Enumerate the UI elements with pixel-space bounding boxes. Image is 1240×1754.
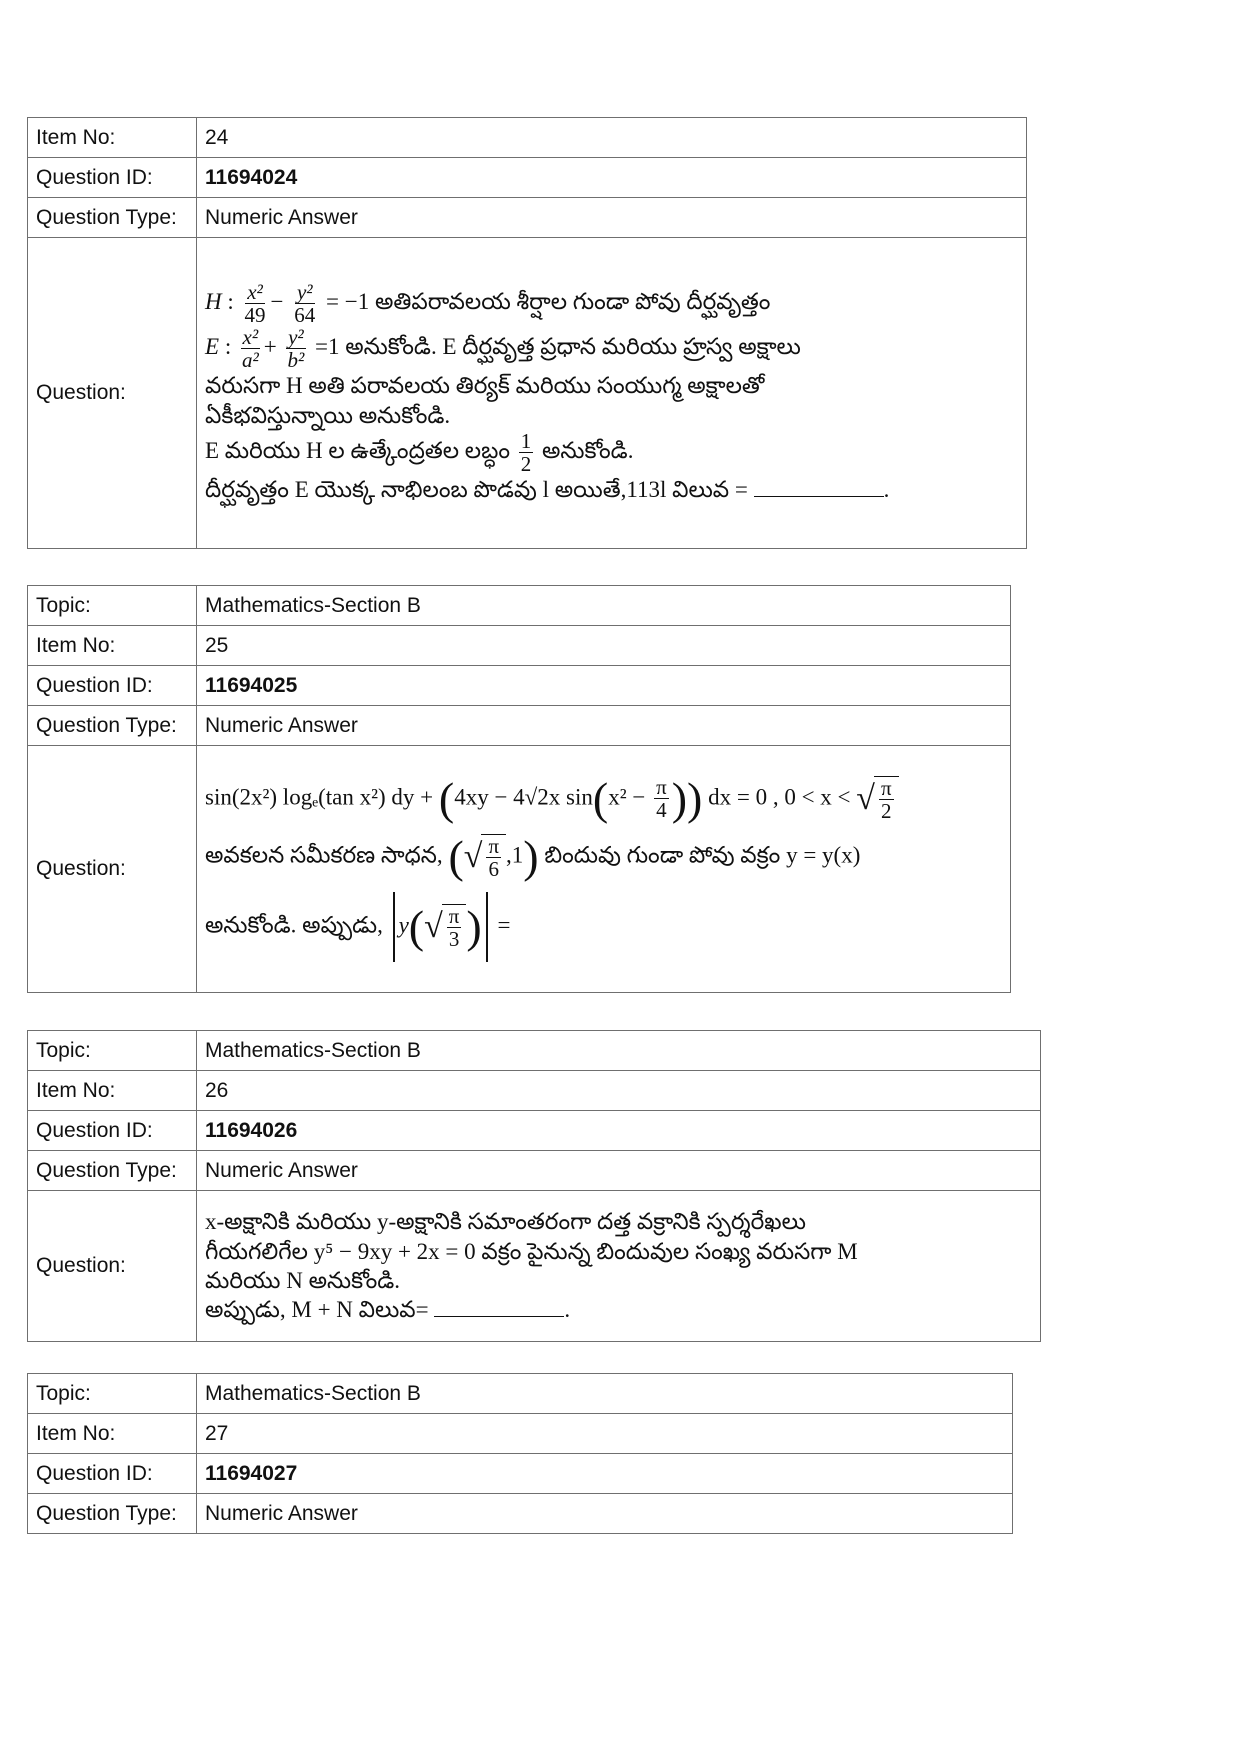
question-id-value: 11694027 <box>197 1454 1013 1494</box>
question-id-value: 11694025 <box>197 666 1011 706</box>
question-text: అతిపరావలయ శీర్షాల గుండా పోవు దీర్ఘవృత్తం <box>374 289 771 315</box>
sqrt: √ $\frac{\pi}{6}$ <box>464 834 506 880</box>
fraction-num: π <box>488 834 500 858</box>
question-id-label: Question ID: <box>28 666 197 706</box>
question-block-24 <box>27 117 1027 549</box>
math-expr: ,1 <box>506 842 524 868</box>
topic-value: Mathematics-Section B <box>197 586 1011 626</box>
question-label: Question: <box>28 1191 197 1342</box>
question-line: గీయగలిగేల y⁵ − 9xy + 2x = 0 వక్రం పైనున్న బిందువుల సంఖ్య వరుసగా M <box>205 1238 858 1264</box>
question-line: x-అక్షానికి మరియు y-అక్షానికి సమాంతరంగా దత్త వక్రానికి స్పర్శరేఖలు <box>205 1209 806 1235</box>
fraction-num: y² <box>288 325 304 350</box>
paren-close: )) <box>671 772 703 824</box>
question-text: దీర్ఘవృత్తం E యొక్క నాభిలంబ పొడవు l అయితే,113l విలువ = <box>205 477 748 503</box>
topic-label: Topic: <box>28 1031 197 1071</box>
math-expr: x² − <box>608 784 646 810</box>
paren-open: ( <box>448 831 464 883</box>
question-line <box>205 892 1002 962</box>
question-body <box>197 238 1027 549</box>
math-var: H <box>205 289 222 315</box>
question-line <box>205 831 1002 883</box>
paren-close: ) <box>523 831 539 883</box>
question-id-value: 11694024 <box>197 158 1027 198</box>
fraction-num: π <box>880 775 892 800</box>
question-label: Question: <box>28 238 197 549</box>
question-id-label: Question ID: <box>28 158 197 198</box>
question-type-label: Question Type: <box>28 706 197 746</box>
fraction-num: π <box>656 775 667 800</box>
fraction-num: x² <box>247 280 263 305</box>
abs-bar <box>486 892 488 962</box>
question-line: H : $\frac{\text{x²}}{49}$ − $\frac{\text{y²}}{64}$ = −1 అతిపరావలయ శీర్షాల గుండా పోవు దీర్ఘవృత్తం <box>205 280 771 328</box>
question-text: E మరియు H ల ఉత్కేంద్రతల లబ్ధం <box>205 438 511 464</box>
math-rhs: =1 <box>315 334 340 360</box>
math-expr: sin(2x²) logₑ(tan x²) dy + <box>205 784 434 810</box>
sqrt: √ $\frac{\pi}{2}$ <box>856 776 898 822</box>
question-type-label: Question Type: <box>28 1494 197 1534</box>
fraction-num: 1 <box>520 429 532 454</box>
math-expr: 4xy − 4√2x sin <box>454 784 593 810</box>
fraction-den: 49 <box>244 303 266 328</box>
question-line <box>205 430 1018 475</box>
question-id-label: Question ID: <box>28 1454 197 1494</box>
sqrt: √ $\frac{\pi}{3}$ <box>424 904 466 950</box>
item-no-value: 26 <box>197 1071 1041 1111</box>
fraction <box>447 905 462 950</box>
fraction-num: x² <box>242 325 259 350</box>
math-rhs: = −1 <box>326 289 370 315</box>
question-text: అవకలన సమీకరణ సాధన, <box>205 842 443 868</box>
fraction <box>654 776 669 821</box>
fraction <box>240 326 261 371</box>
answer-blank <box>754 478 884 497</box>
abs-bar <box>393 892 395 962</box>
question-line: ఏకీభవిస్తున్నాయి అనుకోండి. <box>205 402 451 428</box>
fraction-num: y² <box>296 280 313 305</box>
fraction-num: π <box>448 904 460 929</box>
fraction-den: 2 <box>880 798 892 823</box>
answer-blank <box>434 1298 564 1317</box>
question-line: E : $\frac{\text{x²}}{\text{a²}}$ + $\frac{\text{y²}}{\text{b²}}$ =1 అనుకోండి. E దీర్ఘవృత్త ప్రధాన మరియు హ్రస్వ అక్షాలు <box>205 325 801 373</box>
fraction-den: 3 <box>448 927 460 952</box>
question-id-label: Question ID: <box>28 1111 197 1151</box>
question-type-label: Question Type: <box>28 198 197 238</box>
question-body <box>197 746 1011 993</box>
fraction-den: b² <box>287 348 305 373</box>
item-no-label: Item No: <box>28 1414 197 1454</box>
fraction-den: a² <box>241 348 259 373</box>
topic-label: Topic: <box>28 586 197 626</box>
question-id-value: 11694026 <box>197 1111 1041 1151</box>
question-text: అప్పుడు, M + N విలువ= <box>205 1297 429 1323</box>
question-text: అనుకోండి. <box>542 438 634 464</box>
fraction-den: 6 <box>488 857 499 882</box>
question-text: బిందువు గుండా పోవు వక్రం y = y(x) <box>544 842 861 868</box>
paren-open: ( <box>438 772 455 824</box>
question-label: Question: <box>28 746 197 993</box>
math-var: y <box>398 912 409 938</box>
item-no-label: Item No: <box>28 118 197 158</box>
question-body <box>197 1191 1041 1342</box>
question-line: మరియు N అనుకోండి. <box>205 1268 401 1293</box>
item-no-value: 27 <box>197 1414 1013 1454</box>
item-no-label: Item No: <box>28 626 197 666</box>
question-block-27 <box>27 1373 1013 1534</box>
item-no-value: 24 <box>197 118 1027 158</box>
topic-label: Topic: <box>28 1374 197 1414</box>
question-text: అనుకోండి. E దీర్ఘవృత్త ప్రధాన మరియు హ్రస్వ అక్షాలు <box>345 334 801 360</box>
topic-value: Mathematics-Section B <box>197 1374 1013 1414</box>
paren-open: ( <box>592 772 609 824</box>
question-line <box>205 772 1002 824</box>
question-block-25 <box>27 585 1011 993</box>
fraction <box>292 281 317 326</box>
fraction <box>243 281 268 326</box>
question-text: అనుకోండి. అప్పుడు, <box>205 912 383 938</box>
question-block-26 <box>27 1030 1041 1342</box>
question-line: దీర్ఘవృత్తం E యొక్క నాభిలంబ పొడవు l అయితే,113l విలువ = . <box>205 477 890 503</box>
question-line: అప్పుడు, M + N విలువ= . <box>205 1297 571 1323</box>
question-type-value: Numeric Answer <box>197 1494 1013 1534</box>
question-type-value: Numeric Answer <box>197 706 1011 746</box>
fraction-den: 2 <box>520 452 532 477</box>
paren-close: ) <box>466 901 482 953</box>
item-no-label: Item No: <box>28 1071 197 1111</box>
math-expr: = <box>497 912 511 938</box>
topic-value: Mathematics-Section B <box>197 1031 1041 1071</box>
fraction <box>519 430 534 475</box>
fraction-den: 4 <box>656 798 667 823</box>
fraction <box>285 326 306 371</box>
fraction-den: 64 <box>294 303 316 328</box>
paren-open: ( <box>408 901 425 953</box>
fraction <box>879 777 894 822</box>
math-expr: dx = 0 , 0 < x < <box>708 784 851 810</box>
question-line: వరుసగా H అతి పరావలయ తిర్యక్ మరియు సంయుగ్మ అక్షాలతో <box>205 373 765 399</box>
question-type-label: Question Type: <box>28 1151 197 1191</box>
math-var: E <box>205 334 220 360</box>
item-no-value: 25 <box>197 626 1011 666</box>
fraction <box>486 835 501 880</box>
question-type-value: Numeric Answer <box>197 1151 1041 1191</box>
question-type-value: Numeric Answer <box>197 198 1027 238</box>
